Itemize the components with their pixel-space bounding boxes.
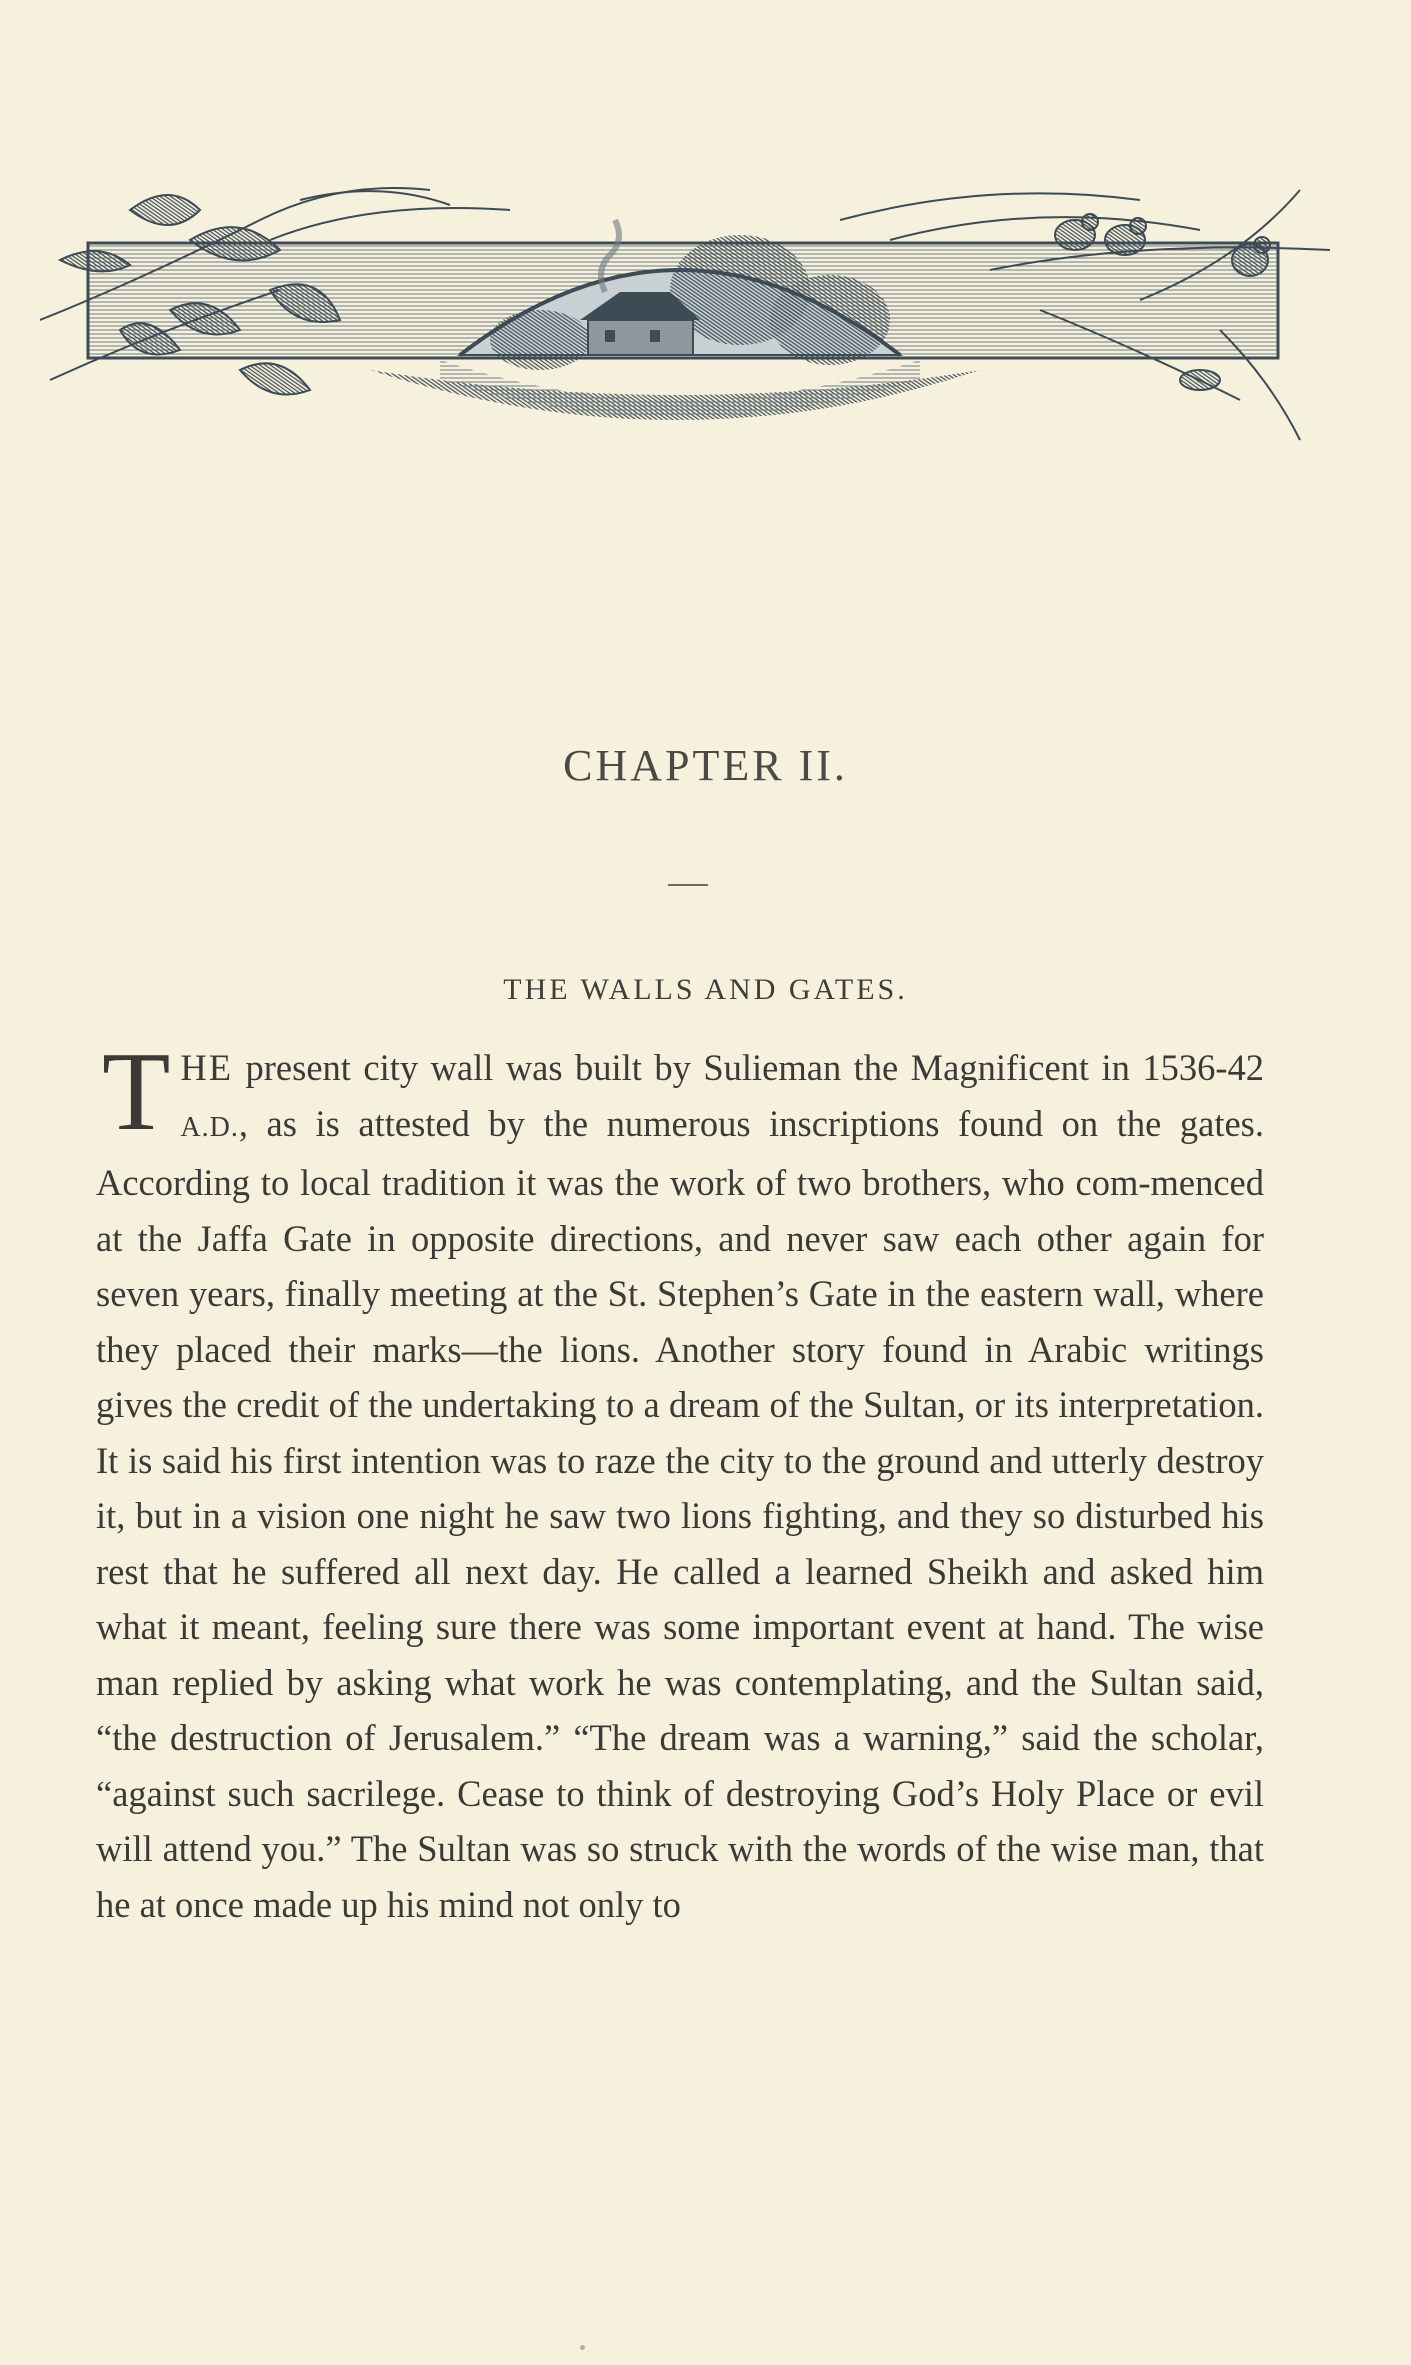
drop-cap: T (102, 1030, 171, 1154)
text-part-2: , as is attested by the numerous inscriptions found on the gates. According to local tradition it was the work of two brothers, who com-menced at the Jaffa Gate in opposite directions, and never saw each other again for seven years, finally meeting at the St. Stephen’s Gate in the eastern wall, where they placed their marks—the lions. Another story found in Arabic writings gives the credit of the undertaking to a dream of the Sultan, or its interpretation. It is said his first intention was to raze the city to the ground and utterly destroy it, but in a vision one night he saw two lions fighting, and they so disturbed his rest that he suffered all next day. He called a learned Sheikh and asked him what it meant, feeling sure there was some important event at hand. The wise man replied by asking what work he was contemplating, and the Sultan said, “the destruction of Jerusalem.” “The dream was a warning,” said the scholar, “against such sacrilege. Cease to think of destroying God’s Holy Place or evil will attend you.” The Sultan was so struck with the words of the wise man, that he at once made up his mind not only to (96, 1102, 1264, 1925)
divider-rule (668, 884, 708, 886)
section-title: THE WALLS AND GATES. (503, 973, 908, 1006)
text-part-1: present city wall was built by Sulieman the Magnificent in 1536-42 (233, 1047, 1264, 1088)
chapter-title: CHAPTER II. (563, 741, 848, 790)
paper-speck (580, 2345, 585, 2350)
body-paragraph (96, 1030, 1264, 1932)
engraved-landscape-headpiece-icon (40, 180, 1340, 470)
first-word-rest: HE (180, 1047, 234, 1088)
era-abbreviation: A.D. (180, 1111, 239, 1143)
